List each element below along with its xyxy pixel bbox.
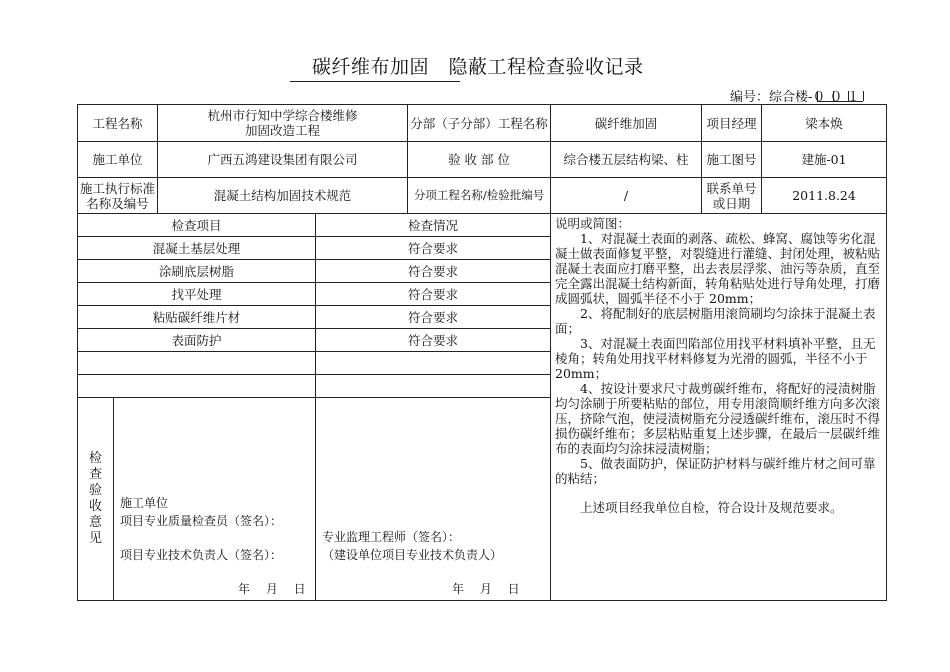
inspection-status: 符合要求 <box>316 237 551 260</box>
form-row <box>78 105 887 142</box>
standard-label: 施工执行标准 名称及编号 <box>78 178 158 214</box>
project-manager-value: 梁本焕 <box>762 105 887 142</box>
contractor-unit-label: 施工单位 <box>120 496 169 510</box>
notes-heading: 说明或简图： <box>555 216 631 231</box>
contact-label: 联系单号 或日期 <box>702 178 762 214</box>
inspection-status: 符合要求 <box>316 329 551 352</box>
item-batch-value: / <box>551 178 702 214</box>
inspection-item: 涂刷底层树脂 <box>78 260 316 283</box>
inspection-status: 符合要求 <box>316 306 551 329</box>
inspection-status-empty <box>316 375 551 398</box>
project-name-value: 杭州市行知中学综合楼维修 加固改造工程 <box>158 105 408 142</box>
acceptance-form-table <box>77 104 887 601</box>
inspection-item: 混凝土基层处理 <box>78 237 316 260</box>
inspection-item-empty <box>78 352 316 375</box>
inspection-status-empty <box>316 352 551 375</box>
document-number-tick <box>833 91 834 101</box>
qc-inspector-signature: 项目专业质量检查员（签名）： <box>120 514 283 528</box>
accept-location-value: 综合楼五层结构梁、柱 <box>551 142 702 178</box>
contractor-label: 施工单位 <box>78 142 158 178</box>
form-row <box>78 142 887 178</box>
inspection-item-empty <box>78 375 316 398</box>
opinion-label <box>80 451 111 547</box>
document-number-underline <box>817 101 863 102</box>
notes-paragraph: 3、对混凝土表面凹陷部位用找平材料填补平整，且无棱角；转角处用找平材料修复为光滑的圆弧，半径不小于 20mm； <box>555 336 876 381</box>
document-number: 编号：综合楼-０ ０ １ <box>730 90 860 105</box>
notes-paragraph: 1、对混凝土表面的剥落、疏松、蜂窝、腐蚀等劣化混凝土做表面修复平整，对裂缝进行灌缝、封闭处理，被粘贴混凝土表面应打磨平整，出去表层浮浆、油污等杂质，直至完全露出混凝土结构新面，转角粘贴处进行导角处理，打磨成圆弧状，圆弧半径不小于 20mm； <box>555 231 881 306</box>
opinion-label-cell <box>78 398 114 601</box>
notes-cell <box>551 214 887 601</box>
supervisor-signature-cell <box>316 398 551 601</box>
title-underline <box>290 81 460 82</box>
inspection-item: 粘贴碳纤维片材 <box>78 306 316 329</box>
inspection-status-header: 检查情况 <box>316 214 551 237</box>
form-row <box>78 214 887 237</box>
drawing-label: 施工图号 <box>702 142 762 178</box>
project-name-label: 工程名称 <box>78 105 158 142</box>
notes-paragraph: 4、按设计要求尺寸裁剪碳纤维布，将配好的浸渍树脂均匀涂刷于所要粘贴的部位，用专用滚筒顺纤维方向多次滚压，挤除气泡，使浸渍树脂充分浸透碳纤维布，滚压时不得损伤碳纤维布；多层粘贴重复上述步骤，在最后一层碳纤维布的表面均匀涂抹浸渍树脂； <box>555 381 881 456</box>
notes-conclusion: 上述项目经我单位自检，符合设计及规范要求。 <box>580 500 843 515</box>
contractor-signature-cell <box>114 398 316 601</box>
opinion-label-text: 检 查 验 收 意 见 <box>88 451 102 546</box>
supervisor-signature: 专业监理工程师（签名）： <box>322 530 461 544</box>
subproject-value: 碳纤维加固 <box>551 105 702 142</box>
inspection-status: 符合要求 <box>316 260 551 283</box>
document-number-tick <box>848 91 849 101</box>
contractor-sign-date: 年 月 日 <box>238 582 306 596</box>
document-number-tick <box>863 91 864 101</box>
document-number-tick <box>817 91 818 101</box>
form-row <box>78 178 887 214</box>
inspection-item: 表面防护 <box>78 329 316 352</box>
inspection-item: 找平处理 <box>78 283 316 306</box>
accept-location-label: 验 收 部 位 <box>408 142 551 178</box>
item-batch-label: 分项工程名称/检验批编号 <box>408 178 551 214</box>
contractor-value: 广西五鸿建设集团有限公司 <box>158 142 408 178</box>
project-manager-label: 项目经理 <box>702 105 762 142</box>
tech-lead-signature: 项目专业技术负责人（签名）： <box>120 548 283 562</box>
notes-paragraph: 2、将配制好的底层树脂用滚筒刷均匀涂抹于混凝土表面； <box>555 306 876 336</box>
owner-tech-lead: （建设单位项目专业技术负责人） <box>322 548 503 562</box>
inspection-status: 符合要求 <box>316 283 551 306</box>
title-block <box>290 48 670 82</box>
page-title: 碳纤维布加固 隐蔽工程检查验收记录 <box>312 56 644 78</box>
standard-value: 混凝土结构加固技术规范 <box>158 178 408 214</box>
drawing-value: 建施-01 <box>762 142 887 178</box>
subproject-label: 分部（子分部）工程名称 <box>408 105 551 142</box>
notes-paragraph: 5、做表面防护，保证防护材料与碳纤维片材之间可靠的粘结； <box>555 456 876 486</box>
supervisor-sign-date: 年 月 日 <box>452 582 520 596</box>
contact-value: 2011.8.24 <box>762 178 887 214</box>
inspection-item-header: 检查项目 <box>78 214 316 237</box>
